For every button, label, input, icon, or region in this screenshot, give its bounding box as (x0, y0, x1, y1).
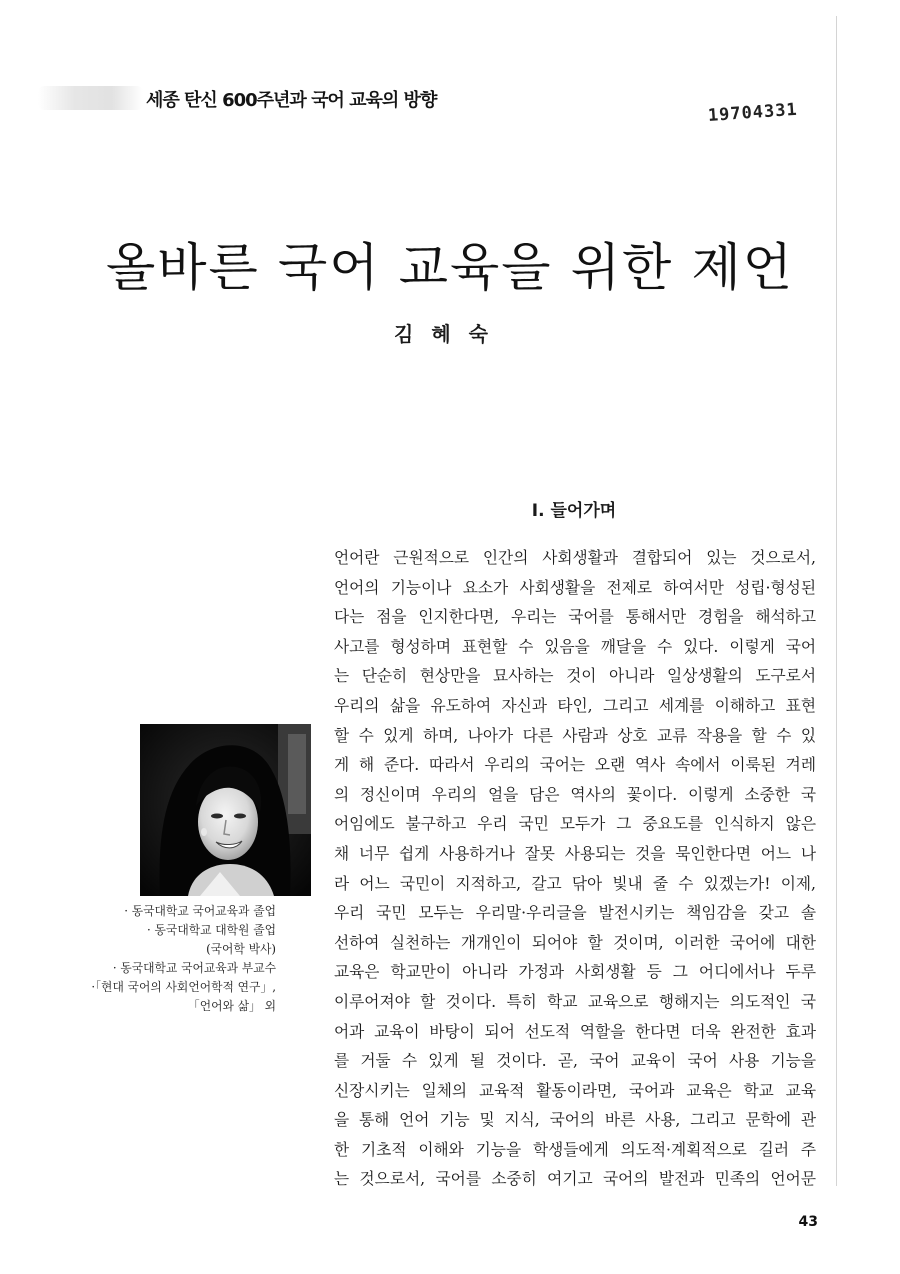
author-portrait-image (140, 724, 311, 896)
bio-line: 「언어와 삶」 외 (187, 999, 276, 1013)
body-line: 선하여 실천하는 개개인이 되어야 할 것이며, 이러한 국어에 대한 (334, 932, 816, 952)
body-line: 어임에도 불구하고 우리 국민 모두가 그 중요도를 인식하지 않은 (334, 814, 816, 834)
body-line: 을 통해 언어 기능 및 지식, 국어의 바른 사용, 그리고 문학에 관 (334, 1110, 816, 1130)
body-line: 를 거둘 수 있게 될 것이다. 곧, 국어 교육이 국어 사용 기능을 (334, 1051, 816, 1071)
body-line: 게 해 준다. 따라서 우리의 국어는 오랜 역사 속에서 이룩된 겨레 (334, 755, 816, 775)
body-paragraph (334, 543, 816, 1194)
section-heading: Ⅰ. 들어가며 (531, 501, 617, 521)
body-line: 우리 국민 모두는 우리말·우리글을 발전시키는 책임감을 갖고 솔 (334, 903, 816, 923)
bio-line: (국어학 박사) (206, 942, 276, 956)
stamp-number: 19704331 (707, 99, 799, 126)
body-line: 신장시키는 일체의 교육적 활동이라면, 국어과 교육은 학교 교육 (334, 1080, 816, 1100)
body-line: 이루어져야 할 것이다. 특히 학교 교육으로 행해지는 의도적인 국 (334, 991, 816, 1011)
body-line: 한 기초적 이해와 기능을 학생들에게 의도적·계획적으로 길러 주 (334, 1139, 816, 1159)
body-line: 다는 점을 인지한다면, 우리는 국어를 통해서만 경험을 해석하고 (334, 607, 816, 627)
bio-line: · 동국대학교 대학원 졸업 (147, 923, 276, 937)
series-title: 세종 탄신 600주년과 국어 교육의 방향 (146, 90, 437, 111)
bio-line: · 동국대학교 국어교육과 부교수 (112, 961, 276, 975)
body-line: 채 너무 쉽게 사용하거나 잘못 사용되는 것을 묵인한다면 어느 나 (334, 843, 816, 863)
body-line: 우리의 삶을 유도하여 자신과 타인, 그리고 세계를 이해하고 표현 (334, 695, 816, 715)
bio-line: · 동국대학교 국어교육과 졸업 (124, 904, 276, 918)
article-title: 올바른 국어 교육을 위한 제언 (105, 239, 795, 298)
page-number: 43 (798, 1214, 818, 1230)
body-line: 라 어느 국민이 지적하고, 갈고 닦아 빛내 줄 수 있겠는가! 이제, (334, 873, 816, 893)
author-photo (140, 724, 311, 896)
scan-edge-line (836, 16, 837, 1186)
body-line: 교육은 학교만이 아니라 가정과 사회생활 등 그 어디에서나 두루 (334, 962, 816, 982)
body-line: 는 단순히 현상만을 묘사하는 것이 아니라 일상생활의 도구로서 (334, 666, 816, 686)
body-line: 는 것으로서, 국어를 소중히 여기고 국어의 발전과 민족의 언어문 (334, 1169, 816, 1189)
scan-smudge (38, 86, 143, 110)
bio-line: ·「현대 국어의 사회언어학적 연구」, (91, 980, 276, 994)
body-line: 언어의 기능이나 요소가 사회생활을 전제로 하여서만 성립·형성된 (334, 577, 816, 597)
body-line: 언어란 근원적으로 인간의 사회생활과 결합되어 있는 것으로서, (334, 548, 816, 567)
body-line: 어과 교육이 바탕이 되어 선도적 역할을 한다면 더욱 완전한 효과 (334, 1021, 816, 1041)
body-line: 의 정신이며 우리의 얼을 담은 역사의 꽃이다. 이렇게 소중한 국 (334, 784, 816, 804)
body-line: 할 수 있게 하며, 나아가 다른 사람과 상호 교류 작용을 할 수 있 (334, 725, 816, 745)
body-line: 사고를 형성하며 표현할 수 있음을 깨달을 수 있다. 이렇게 국어 (334, 636, 816, 656)
author-bio (76, 902, 276, 1016)
author-name: 김혜숙 (394, 322, 506, 346)
